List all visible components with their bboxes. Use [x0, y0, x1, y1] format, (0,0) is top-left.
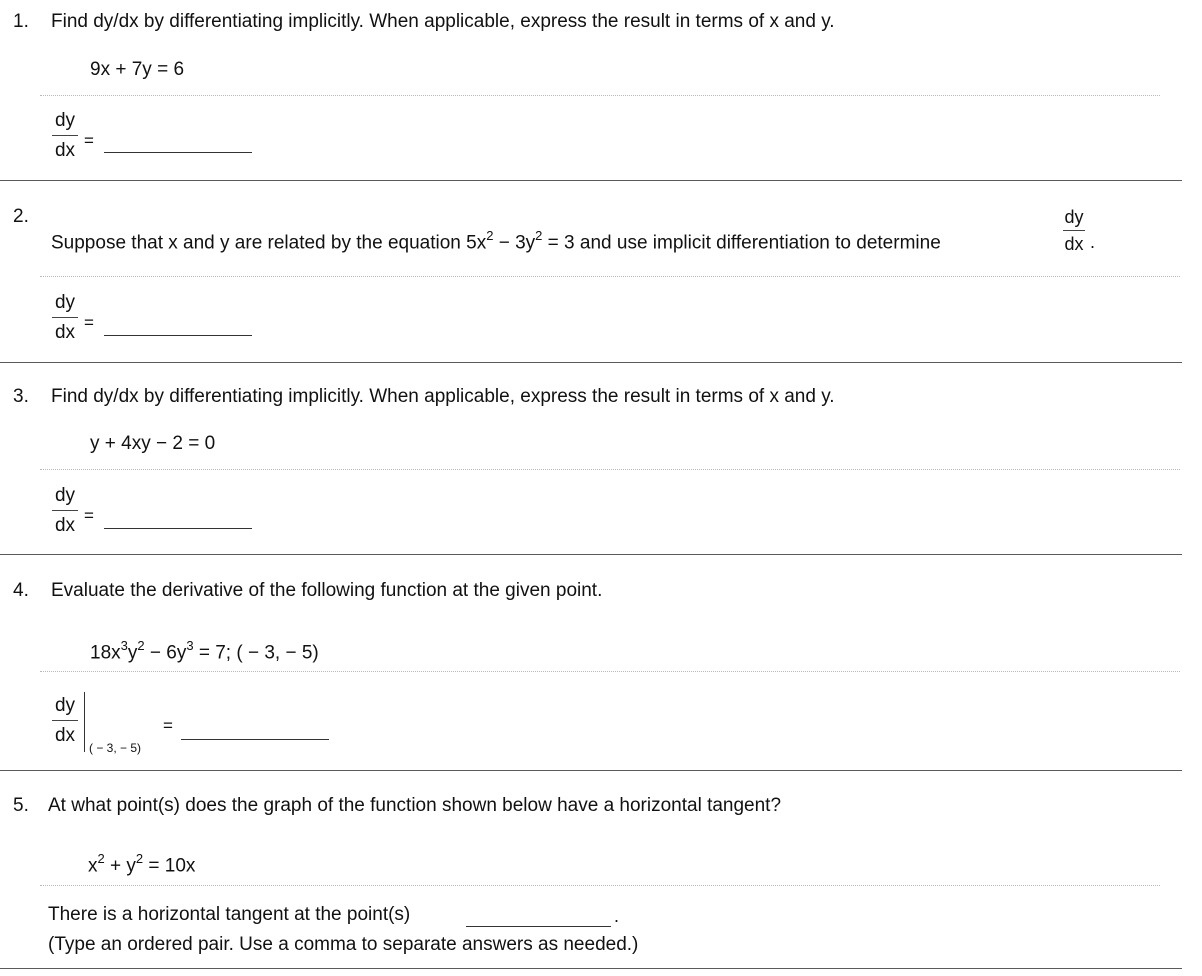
question-2-answer-blank[interactable]	[104, 335, 252, 336]
question-3-prompt: Find dy/dx by differentiating implicitly. When applicable, express the result in terms of x and y.	[51, 386, 835, 407]
answer-instructions: (Type an ordered pair. Use a comma to separate answers as needed.)	[48, 934, 639, 955]
question-3-equation: y + 4xy − 2 = 0	[90, 433, 216, 454]
question-2-number: 2.	[13, 206, 29, 227]
prompt-text: Suppose that x and y are related by the equation 5x	[51, 232, 487, 254]
question-4-answer-blank[interactable]	[181, 739, 329, 740]
prompt-text: − 3y	[493, 232, 536, 254]
equals-sign: =	[84, 131, 94, 150]
dy-dx-fraction	[50, 695, 80, 747]
fraction-bar	[1063, 230, 1085, 231]
question-5-equation	[88, 849, 195, 877]
dotted-separator	[40, 95, 1160, 96]
exponent: 2	[137, 638, 145, 653]
period: .	[614, 906, 620, 926]
dotted-separator	[40, 671, 1180, 672]
question-separator	[0, 770, 1182, 771]
question-4-number: 4.	[13, 580, 29, 601]
question-5-answer-blank[interactable]	[466, 926, 611, 927]
question-1-prompt: Find dy/dx by differentiating implicitly. When applicable, express the result in terms of x and y.	[51, 11, 835, 32]
fraction-denominator: dx	[54, 140, 76, 161]
question-4-equation	[90, 636, 319, 664]
dotted-separator	[40, 885, 1160, 886]
equation-term: + y	[104, 855, 136, 877]
question-separator	[0, 968, 1182, 969]
fraction-bar	[52, 510, 78, 511]
fraction-denominator: dx	[54, 322, 76, 343]
fraction-numerator: dy	[1064, 207, 1084, 227]
fraction-bar	[52, 135, 78, 136]
question-5-prompt: At what point(s) does the graph of the function shown below have a horizontal tangent?	[48, 795, 782, 816]
period: .	[1090, 232, 1096, 252]
question-1-equation: 9x + 7y = 6	[90, 59, 185, 80]
evaluation-bar	[84, 692, 85, 752]
dotted-separator	[40, 276, 1180, 277]
horizontal-tangent-text: There is a horizontal tangent at the point(s)	[48, 904, 411, 925]
fraction-denominator: dx	[54, 515, 76, 536]
fraction-denominator: dx	[1064, 234, 1084, 254]
exponent: 2	[97, 851, 105, 866]
dy-dx-fraction	[50, 110, 80, 162]
equation-term: − 6y	[144, 642, 187, 664]
equals-sign: =	[163, 716, 173, 735]
question-separator	[0, 180, 1182, 181]
dy-dx-fraction	[50, 485, 80, 537]
fraction-numerator: dy	[54, 695, 76, 716]
question-1-answer-blank[interactable]	[104, 152, 252, 153]
fraction-denominator: dx	[54, 725, 76, 746]
dy-dx-fraction	[50, 292, 80, 344]
dotted-separator	[40, 469, 1180, 470]
exponent: 2	[535, 228, 543, 243]
equation-term: x	[88, 855, 98, 877]
evaluation-point: ( − 3, − 5)	[89, 741, 142, 755]
equals-sign: =	[84, 313, 94, 332]
fraction-bar	[52, 317, 78, 318]
question-1-number: 1.	[13, 11, 29, 32]
equation-term: = 7; ( − 3, − 5)	[193, 642, 319, 664]
question-3-number: 3.	[13, 386, 29, 407]
exponent: 3	[120, 638, 128, 653]
fraction-numerator: dy	[54, 485, 76, 506]
fraction-numerator: dy	[54, 110, 76, 131]
question-separator	[0, 554, 1182, 555]
exponent: 2	[486, 228, 494, 243]
inline-dy-dx-fraction	[1061, 207, 1087, 254]
question-5-number: 5.	[13, 795, 29, 816]
question-2-prompt	[51, 226, 941, 254]
question-4-prompt: Evaluate the derivative of the following function at the given point.	[51, 580, 603, 601]
fraction-bar	[52, 720, 78, 721]
exponent: 3	[186, 638, 194, 653]
equals-sign: =	[84, 506, 94, 525]
question-separator	[0, 362, 1182, 363]
equation-term: = 10x	[143, 855, 196, 877]
prompt-text: = 3 and use implicit differentiation to determine	[542, 232, 941, 254]
equation-term: 18x	[90, 642, 121, 664]
equation-term: y	[127, 642, 138, 664]
fraction-numerator: dy	[54, 292, 76, 313]
exponent: 2	[135, 851, 144, 866]
question-3-answer-blank[interactable]	[104, 528, 252, 529]
